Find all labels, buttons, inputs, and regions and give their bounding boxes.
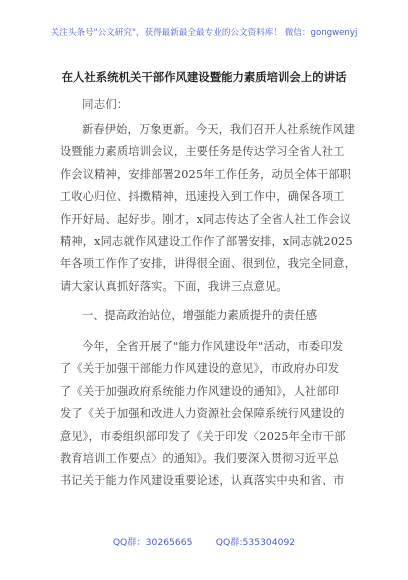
paragraph-1 (60, 119, 360, 298)
paragraph-line: 设暨能力素质培训会议，主要任务是传达学习全省人社工 (60, 145, 345, 159)
paragraph-2 (60, 336, 360, 493)
paragraph-line: 年各项工作作了安排，讲得很全面、很到位，我完全同意， (60, 257, 357, 271)
paragraph-line: 精神，x同志就作风建设工作作了部署安排，x同志就2025 (60, 235, 353, 249)
paragraph-line: 意见》，市委组织部印发了《关于印发〈2025年全市干部 (60, 429, 346, 443)
paragraph-line: 请大家认真抓好落实。下面，我讲三点意见。 (60, 279, 288, 293)
paragraph-line: 作会议精神，安排部署2025年工作任务，动员全体干部职 (60, 167, 352, 181)
footer-qq-note: QQ群：30265665 QQ群:535304092 (112, 537, 296, 548)
paragraph-line: 了《关于加强政府系统能力作风建设的通知》，人社部印 (60, 384, 340, 398)
paragraph-line: 了《关于加强干部能力作风建设的意见》，市政府办印发 (60, 362, 340, 376)
paragraph-line: 工收心归位、抖擞精神，迅速投入到工作中，确保各项工 (60, 190, 345, 204)
salutation: 同志们： (82, 97, 129, 111)
paragraph-line: 发了《关于加强和改进人力资源社会保障系统行风建设的 (60, 407, 345, 421)
document-title: 在人社系统机关干部作风建设暨能力素质培训会上的讲话 (61, 70, 347, 84)
header-promo-note: 关注头条号"公文研究"，获得最新最全最专业的公文资料库！ 微信：gongwenyj (50, 28, 358, 38)
paragraph-line: 今年，全省开展了"能力作风建设年"活动，市委印发 (82, 340, 344, 353)
paragraph-line: 书记关于能力作风建设重要论述，认真落实中央和省、市 (60, 474, 345, 488)
paragraph-line: 教育培训工作要点〉的通知》。我们要深入贯彻习近平总 (60, 452, 340, 466)
paragraph-line: 新春伊始，万象更新。今天，我们召开人社系统作风建 (82, 123, 356, 136)
paragraph-line: 作开好局、起好步。刚才，x同志传达了全省人社工作会议 (60, 212, 352, 226)
section-heading-1: 一、提高政治站位，增强能力素质提升的责任感 (82, 309, 317, 322)
